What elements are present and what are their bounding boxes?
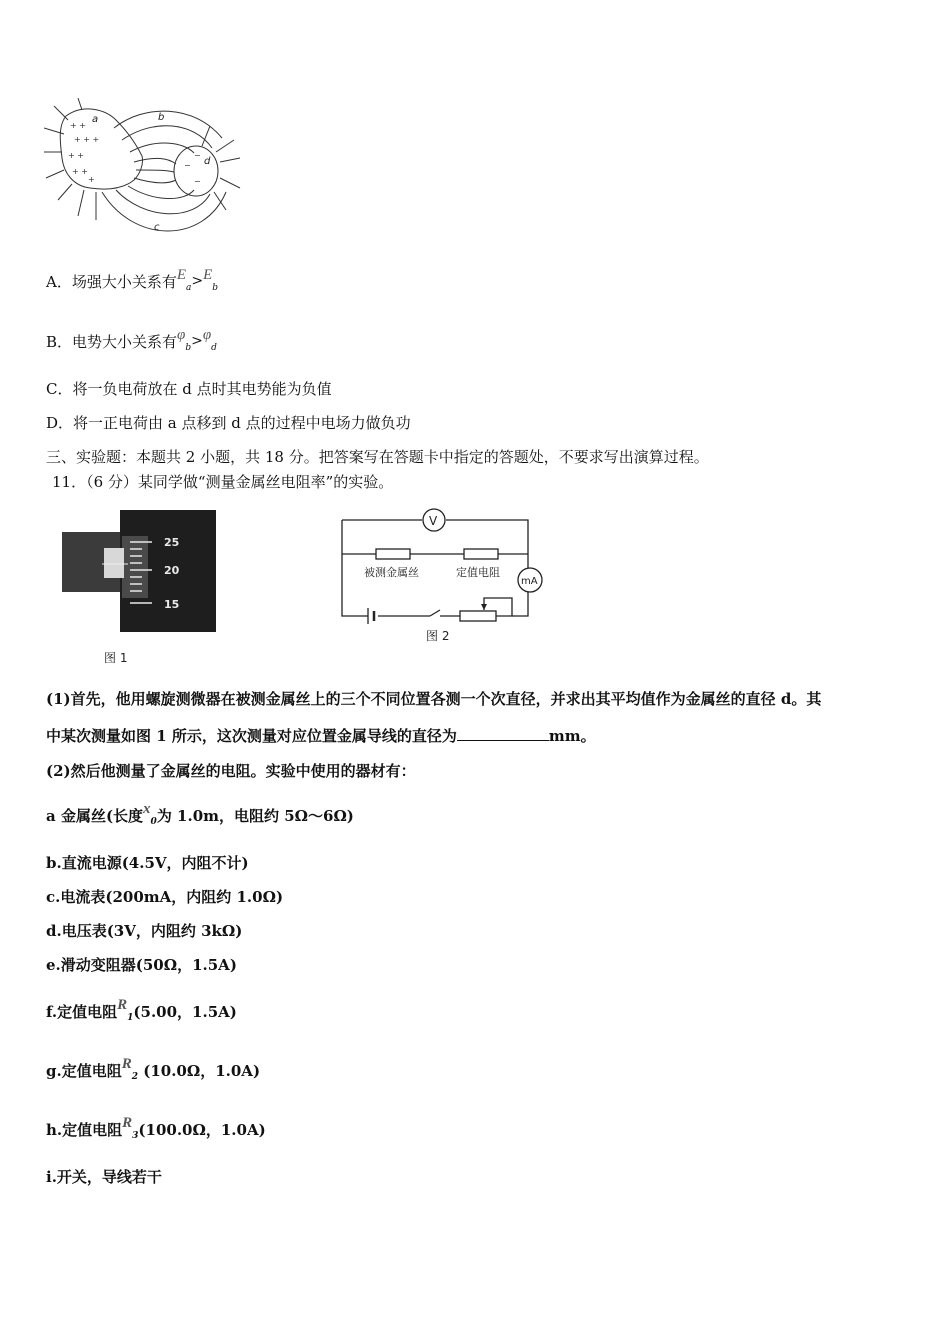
figure-1-caption: 图 1 — [104, 651, 128, 665]
math-symbol: φ — [177, 327, 186, 343]
part-1-line-2: 中某次测量如图 1 所示，这次测量对应位置金属导线的直径为 mm。 — [46, 727, 596, 745]
answer-blank — [457, 726, 549, 741]
question-11-title: 11．（6 分）某同学做“测量金属丝电阻率”的实验。 — [52, 473, 394, 491]
math-symbol: R — [121, 1056, 132, 1072]
svg-text:+ +: + + — [70, 121, 86, 130]
option-b: B．电势大小关系有$\varphi_b>\varphi_d$ — [46, 327, 217, 353]
item-e: e.滑动变阻器(50Ω，1.5A) — [46, 956, 237, 974]
circuit-figure — [336, 506, 550, 646]
svg-text:−: − — [184, 161, 191, 170]
option-a: A．场强大小关系有$E_a>E_b$ — [46, 267, 219, 293]
electric-field-figure — [44, 98, 244, 246]
svg-text:−: − — [194, 177, 201, 186]
item-d: d.电压表(3V，内阻约 3kΩ) — [46, 922, 243, 940]
item-g: g.定值电阻$R_2$ (10.0Ω，1.0A) — [46, 1056, 261, 1082]
option-d: D．将一正电荷由 a 点移到 d 点的过程中电场力做负功 — [46, 414, 411, 432]
math-symbol: E — [203, 267, 213, 283]
voltmeter-label: V — [429, 514, 438, 528]
point-label-d: d — [204, 156, 211, 167]
item-c: c.电流表(200mA，内阻约 1.0Ω) — [46, 888, 284, 906]
section-heading: 三、实验题：本题共 2 小题，共 18 分。把答案写在答题卡中指定的答题处，不要求写出演算过程。 — [46, 448, 709, 466]
scale-label-15: 15 — [164, 598, 180, 611]
scale-label-20: 20 — [164, 564, 180, 577]
point-label-a: a — [92, 114, 99, 125]
svg-text:+: + — [88, 175, 95, 184]
point-label-b: b — [158, 112, 165, 123]
figure-2-caption: 图 2 — [426, 629, 450, 643]
math-symbol: φ — [202, 327, 212, 343]
micrometer-figure — [62, 508, 220, 668]
resistor-label: 定值电阻 — [456, 566, 500, 579]
svg-text:+ +: + + — [72, 167, 88, 176]
math-symbol: R — [117, 997, 128, 1013]
svg-text:+ +: + + — [68, 151, 84, 160]
item-h: h.定值电阻$R_3(100.0\Omega$，1.0A) — [46, 1115, 266, 1141]
item-a: a 金属丝(长度$x_0$为 1.0m，电阻约 5Ω～6Ω) — [46, 801, 354, 827]
option-c: C．将一负电荷放在 d 点时其电势能为负值 — [46, 380, 332, 398]
ammeter-label: mA — [521, 576, 538, 587]
part-1-line-1: (1)首先，他用螺旋测微器在被测金属丝上的三个不同位置各测一个次直径，并求出其平均值作为金属丝的直径 d。其 — [46, 690, 822, 708]
svg-text:+ + +: + + + — [74, 135, 100, 144]
math-symbol: E — [176, 267, 187, 283]
item-f: f.定值电阻$R_1(5.00$，1.5A) — [46, 997, 237, 1023]
item-b: b.直流电源(4.5V，内阻不计) — [46, 854, 249, 872]
math-symbol: R — [122, 1115, 133, 1131]
math-symbol: x — [143, 801, 151, 817]
wire-label: 被测金属丝 — [364, 566, 419, 579]
item-i: i.开关，导线若干 — [46, 1168, 162, 1186]
point-label-c: c — [154, 222, 160, 233]
svg-text:−: − — [194, 151, 201, 160]
part-2-intro: (2)然后他测量了金属丝的电阻。实验中使用的器材有： — [46, 762, 416, 780]
scale-label-25: 25 — [164, 536, 180, 549]
